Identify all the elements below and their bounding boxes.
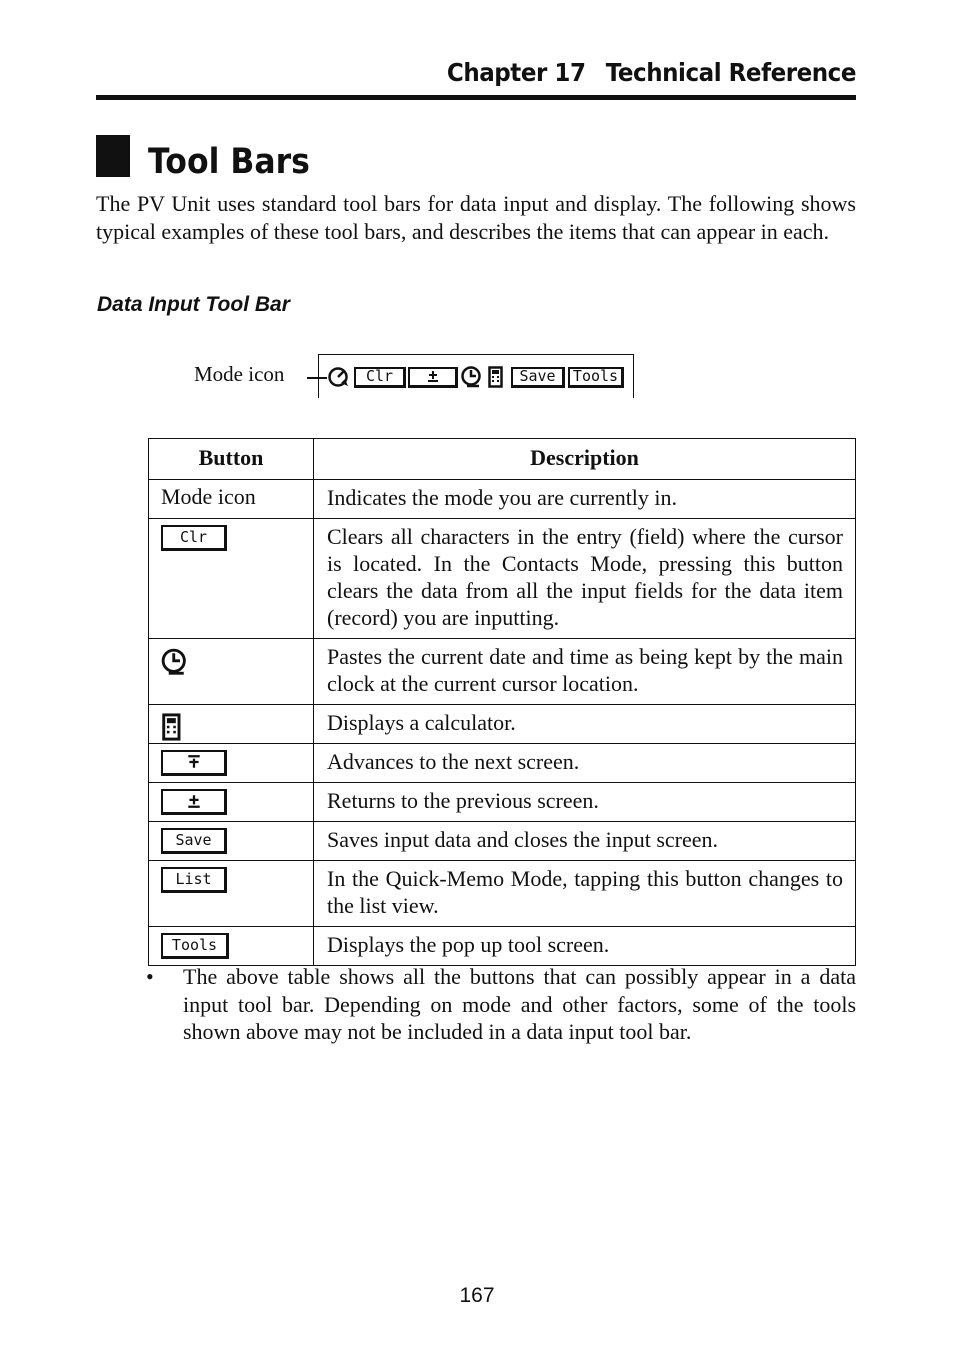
- table-row: [149, 480, 856, 519]
- clr-button[interactable]: Clr: [354, 367, 406, 388]
- previous-screen-button[interactable]: [408, 367, 458, 388]
- bullet: •: [146, 964, 154, 989]
- chapter-title: Technical Reference: [605, 58, 856, 87]
- mode-icon[interactable]: [327, 365, 351, 389]
- next-screen-button[interactable]: [161, 750, 227, 776]
- section-title: Tool Bars: [148, 142, 310, 182]
- table-row: [149, 927, 856, 966]
- description-cell: Advances to the next screen.: [314, 744, 856, 783]
- chapter-label: Chapter 17: [446, 58, 586, 87]
- column-header-description: Description: [314, 439, 856, 480]
- note-text: The above table shows all the buttons that can possibly appear in a data input tool bar. Depending on mode and other factors, some of the tools shown above may not be included in a data input tool bar.: [183, 964, 856, 1044]
- tools-button[interactable]: Tools: [568, 367, 624, 388]
- tools-button[interactable]: Tools: [161, 933, 229, 959]
- table-row: [149, 519, 856, 639]
- calculator-icon[interactable]: [161, 713, 183, 741]
- arrow-up-bar-icon: [186, 793, 202, 809]
- table-header-row: [149, 439, 856, 480]
- button-cell: [149, 822, 314, 861]
- section-marker: [96, 135, 130, 177]
- clr-button[interactable]: Clr: [161, 525, 227, 551]
- arrow-down-bar-icon: [186, 754, 202, 770]
- page-header: [157, 58, 856, 92]
- previous-screen-button[interactable]: [161, 789, 227, 815]
- description-cell: Saves input data and closes the input screen.: [314, 822, 856, 861]
- button-cell: [149, 519, 314, 639]
- description-cell: Pastes the current date and time as being kept by the main clock at the current cursor location.: [314, 639, 856, 705]
- table-row: [149, 822, 856, 861]
- header-rule: [96, 95, 856, 100]
- clock-icon[interactable]: [161, 647, 189, 677]
- calculator-icon[interactable]: [488, 366, 504, 388]
- description-cell: Clears all characters in the entry (field) where the cursor is located. In the Contacts Mode, pressing this button clears the data from all the input fields for the data item (record) you are inputting.: [314, 519, 856, 639]
- button-cell: [149, 783, 314, 822]
- description-cell: Displays the pop up tool screen.: [314, 927, 856, 966]
- button-cell: [149, 927, 314, 966]
- mode-icon-label: Mode icon: [194, 362, 285, 386]
- subheading: Data Input Tool Bar: [97, 293, 290, 316]
- table-row: [149, 705, 856, 744]
- button-cell: [149, 705, 314, 744]
- description-cell: Displays a calculator.: [314, 705, 856, 744]
- table-row: [149, 783, 856, 822]
- table-row: [149, 744, 856, 783]
- column-header-button: Button: [149, 439, 314, 480]
- button-cell: [149, 861, 314, 927]
- save-button[interactable]: Save: [511, 367, 565, 388]
- button-cell: [149, 744, 314, 783]
- table-row: [149, 639, 856, 705]
- button-cell: Mode icon: [149, 480, 314, 519]
- description-cell: In the Quick-Memo Mode, tapping this button changes to the list view.: [314, 861, 856, 927]
- description-cell: Indicates the mode you are currently in.: [314, 480, 856, 519]
- description-cell: Returns to the previous screen.: [314, 783, 856, 822]
- button-description-table: [148, 438, 856, 966]
- list-button[interactable]: List: [161, 867, 227, 893]
- clock-icon[interactable]: [461, 365, 483, 389]
- arrow-up-bar-icon: [426, 369, 440, 383]
- page-number: 167: [459, 1284, 495, 1307]
- intro-paragraph: The PV Unit uses standard tool bars for data input and display. The following shows typical examples of these tool bars, and describes the items that can appear in each.: [96, 191, 856, 244]
- save-button[interactable]: Save: [161, 828, 227, 854]
- table-row: [149, 861, 856, 927]
- data-input-toolbar: [318, 354, 634, 398]
- button-cell: [149, 639, 314, 705]
